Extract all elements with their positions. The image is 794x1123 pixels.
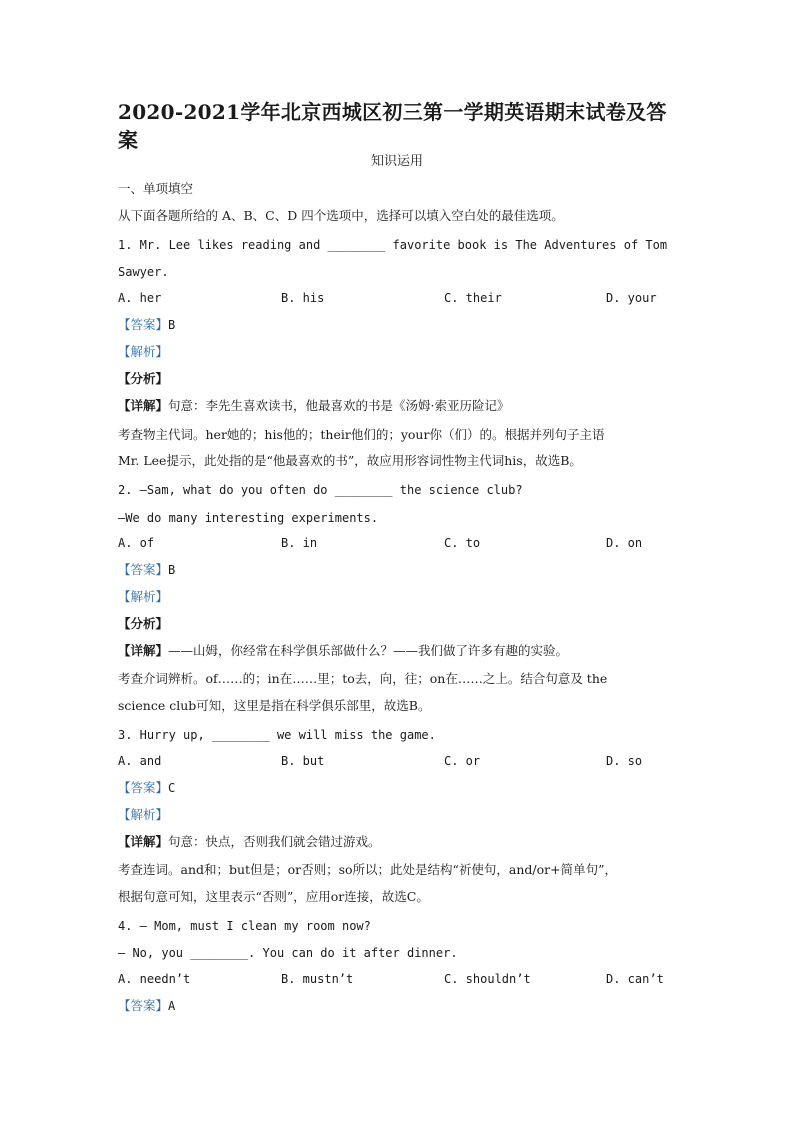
instructions: 从下面各题所给的 A、B、C、D 四个选项中，选择可以填入空白处的最佳选项。 (118, 208, 564, 223)
q2-fenxi (118, 615, 688, 633)
q2-stem-line2: —We do many interesting experiments. (118, 511, 379, 525)
part-heading: 一、单项填空 (118, 181, 194, 196)
answer-value: C (168, 781, 176, 795)
fenxi-label: 【分析】 (118, 616, 169, 631)
q3-option-c: C. or (444, 754, 481, 768)
q1-stem-line2: Sawyer. (118, 265, 169, 279)
q3-option-b: B. but (281, 754, 325, 768)
q4-option-a: A. needn’t (118, 972, 191, 986)
q1-answer (118, 316, 688, 334)
detail-text: 句意：李先生喜欢读书，他最喜欢的书是《汤姆·索亚历险记》 (168, 398, 510, 413)
q3-answer (118, 779, 688, 797)
q3-explanation-line2: 根据句意可知，这里表示“否则”，应用or连接，故选C。 (118, 889, 429, 904)
q2-option-a: A. of (118, 536, 155, 550)
answer-label: 【答案】 (118, 780, 169, 795)
answer-label: 【答案】 (118, 562, 169, 577)
q1-analysis-label (118, 343, 688, 361)
q2-option-b: B. in (281, 536, 318, 550)
detail-label: 【详解】 (118, 643, 169, 658)
answer-label: 【答案】 (118, 317, 169, 332)
q1-option-c: C. their (444, 291, 502, 305)
q1-options (118, 291, 688, 309)
q4-answer (118, 997, 688, 1015)
answer-value: A (168, 999, 176, 1013)
section-heading: 知识运用 (370, 154, 423, 169)
q4-option-b: B. mustn’t (281, 972, 354, 986)
answer-value: B (168, 563, 176, 577)
detail-label: 【详解】 (118, 398, 169, 413)
answer-label: 【答案】 (118, 998, 169, 1013)
q4-option-d: D. can’t (606, 972, 664, 986)
q4-option-c: C. shouldn’t (444, 972, 531, 986)
detail-text: 句意：快点，否则我们就会错过游戏。 (168, 834, 381, 849)
q2-detail (118, 642, 688, 660)
q3-detail (118, 833, 688, 851)
q3-options (118, 754, 688, 772)
q3-analysis-label (118, 806, 688, 824)
q1-option-a: A. her (118, 291, 162, 305)
q4-stem-line1: 4. — Mom, must I clean my room now? (118, 919, 371, 933)
q1-option-b: B. his (281, 291, 325, 305)
q1-explanation-line2: Mr. Lee提示，此处指的是“他最喜欢的书”，故应用形容词性物主代词his，故选B。 (118, 453, 582, 468)
q1-fenxi (118, 370, 688, 388)
q1-detail (118, 397, 688, 415)
q2-options (118, 536, 688, 554)
q2-stem-line1: 2. —Sam, what do you often do ________ the science club? (118, 483, 523, 497)
q3-option-d: D. so (606, 754, 643, 768)
q2-option-c: C. to (444, 536, 481, 550)
q4-options (118, 972, 688, 990)
analysis-label: 【解析】 (118, 807, 169, 822)
q1-stem-line1: 1. Mr. Lee likes reading and ________ favorite book is The Adventures of Tom (118, 238, 668, 252)
fenxi-label: 【分析】 (118, 371, 169, 386)
q2-analysis-label (118, 588, 688, 606)
answer-value: B (168, 318, 176, 332)
q1-explanation-line1: 考查物主代词。her她的；his他的；their他们的；your你（们）的。根据并列句子主语 (118, 427, 605, 442)
q2-option-d: D. on (606, 536, 643, 550)
q1-option-d: D. your (606, 291, 657, 305)
q3-explanation-line1: 考查连词。and和；but但是；or否则；so所以；此处是结构“祈使句，and/or+简单句”， (118, 862, 617, 877)
q3-option-a: A. and (118, 754, 162, 768)
q2-explanation-line1: 考查介词辨析。of……的；in在……里；to去，向，往；on在……之上。结合句意及 the (118, 671, 608, 686)
q2-explanation-line2: science club可知，这里是指在科学俱乐部里，故选B。 (118, 698, 431, 713)
detail-label: 【详解】 (118, 834, 169, 849)
analysis-label: 【解析】 (118, 344, 169, 359)
page-title: 2020-2021学年北京西城区初三第一学期英语期末试卷及答案 (118, 100, 667, 152)
analysis-label: 【解析】 (118, 589, 169, 604)
q3-stem-line1: 3. Hurry up, ________ we will miss the game. (118, 728, 436, 742)
detail-text: ——山姆，你经常在科学俱乐部做什么？——我们做了许多有趣的实验。 (168, 643, 569, 658)
q2-answer (118, 561, 688, 579)
q4-stem-line2: — No, you ________. You can do it after dinner. (118, 946, 458, 960)
